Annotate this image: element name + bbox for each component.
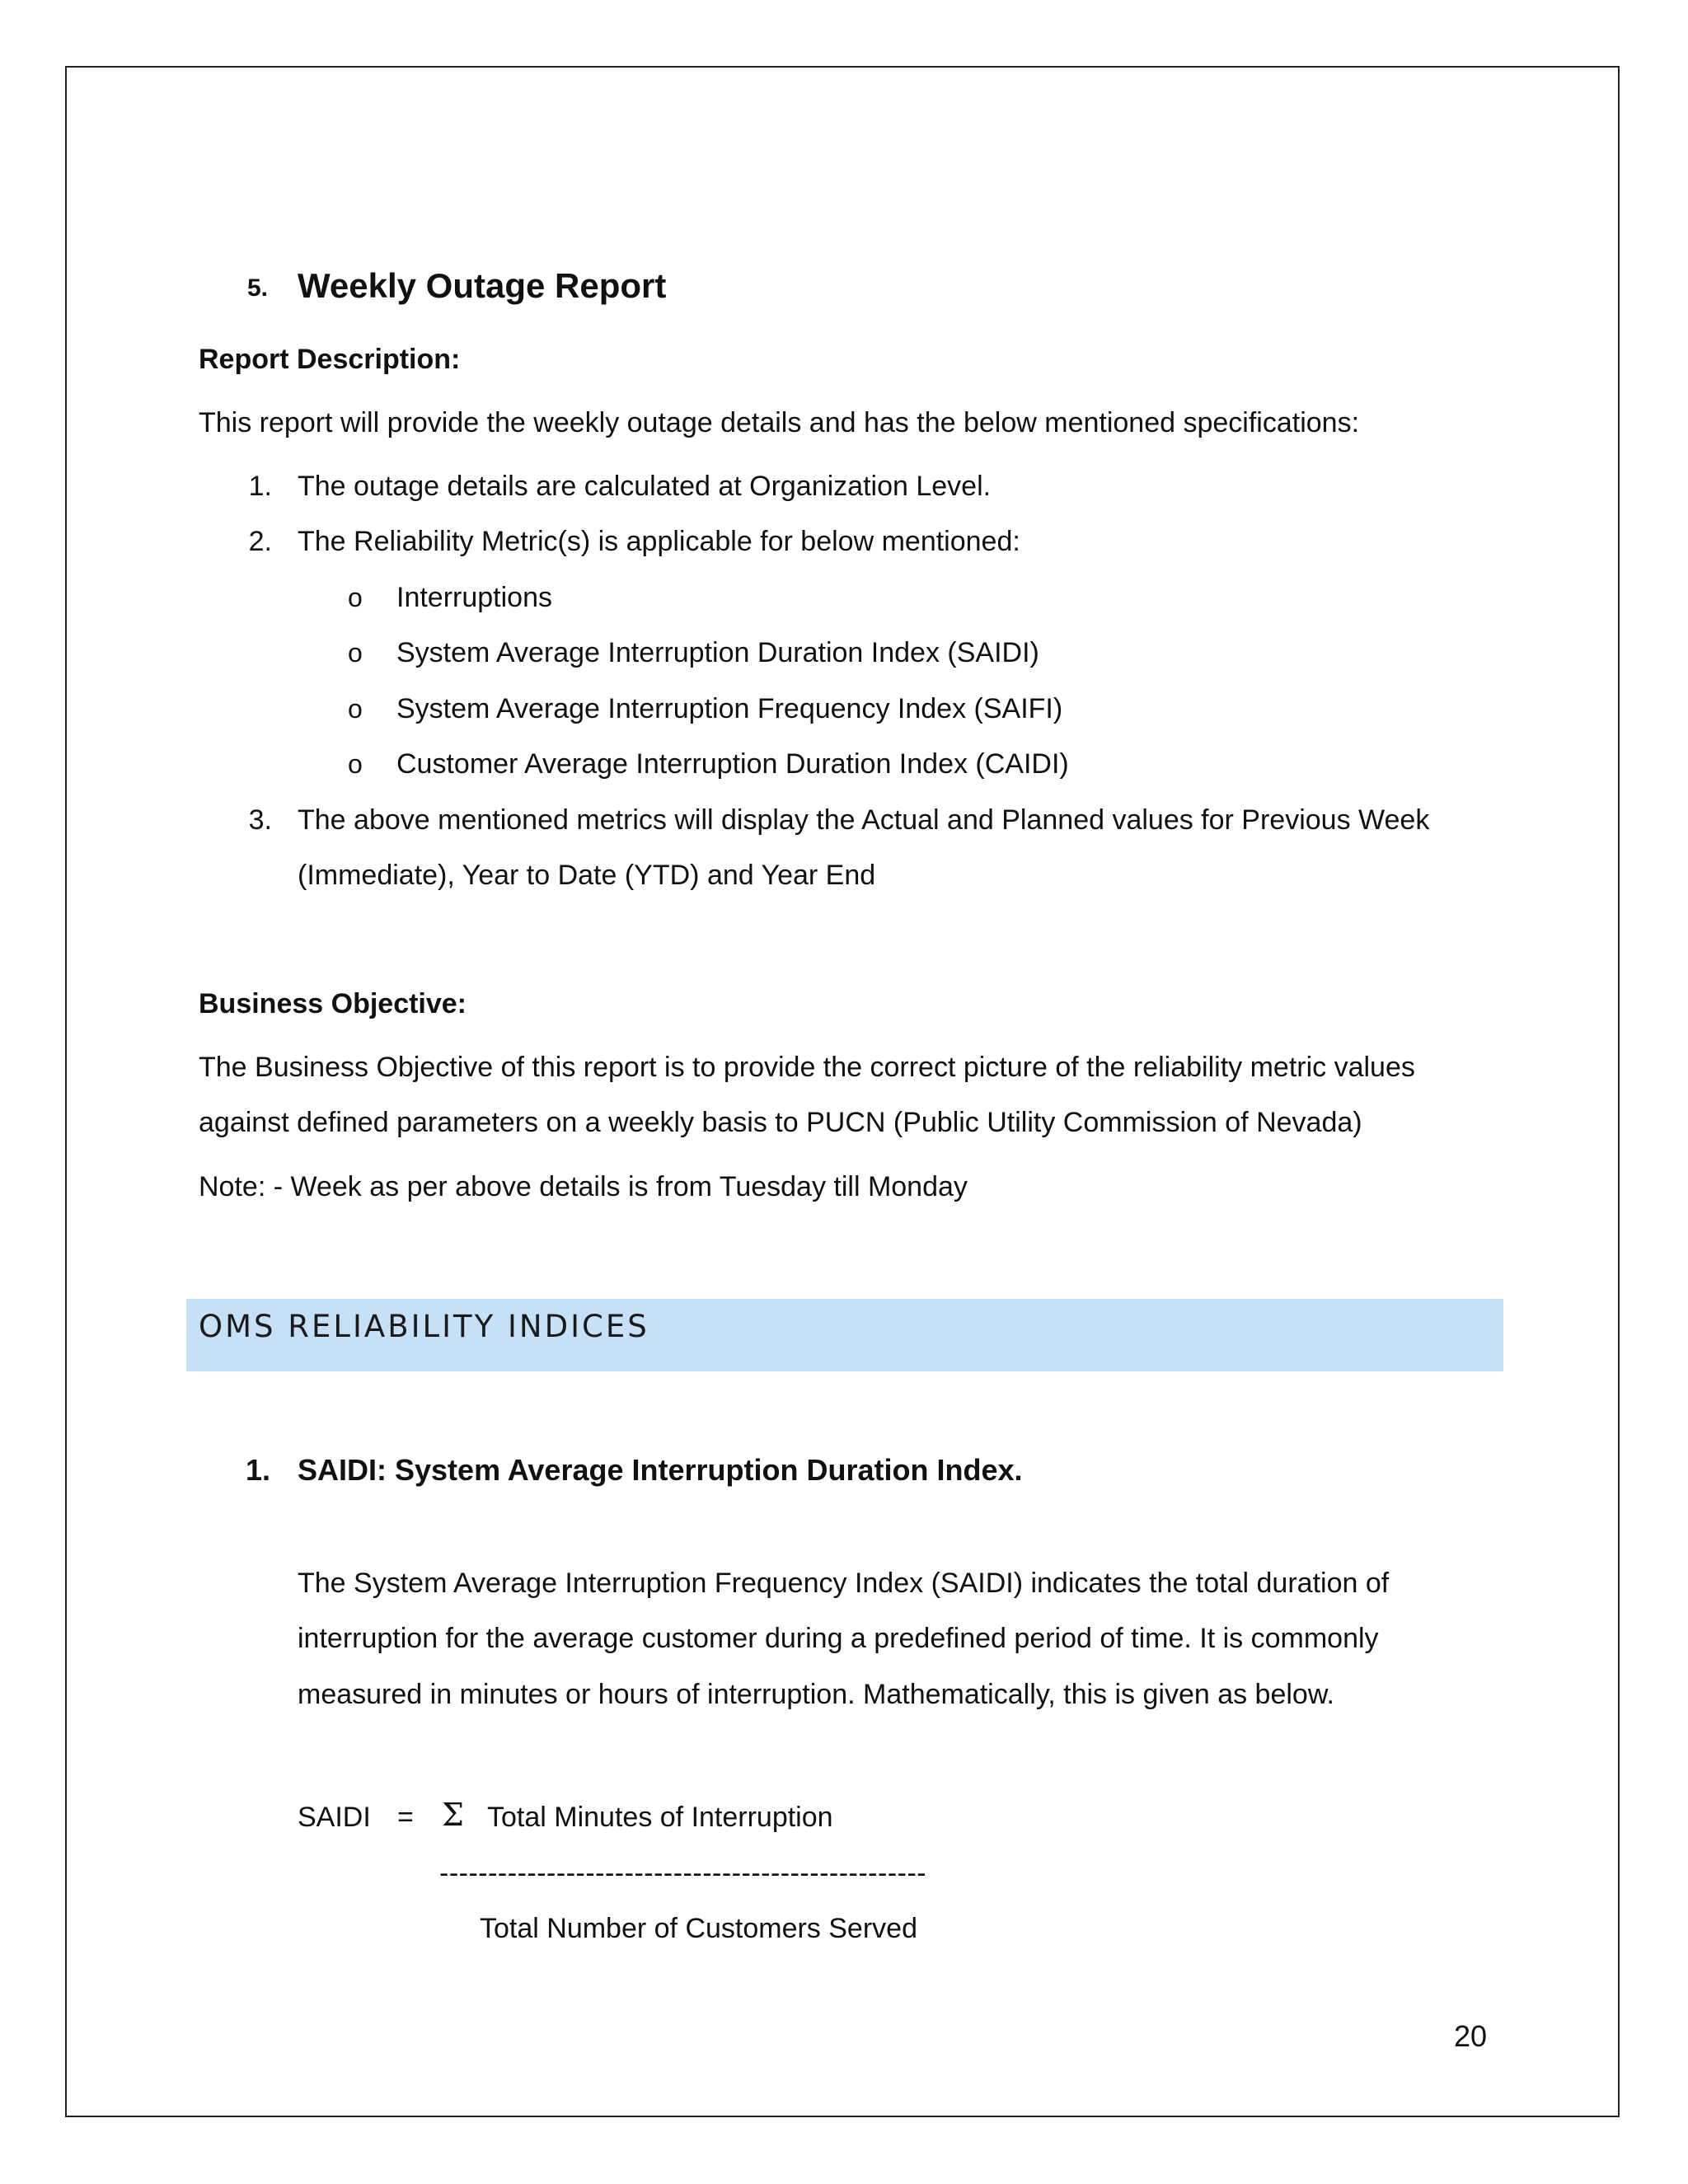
sub-list-item: Interruptions [396, 582, 552, 613]
report-description-intro: This report will provide the weekly outage details and has the below mentioned specifications: [199, 407, 1360, 438]
formula-numerator: Total Minutes of Interruption [487, 1802, 833, 1833]
saidi-paragraph: The System Average Interruption Frequency Index (SAIDI) indicates the total duration of [298, 1568, 1390, 1599]
list-item: The outage details are calculated at Organization Level. [298, 471, 992, 502]
list-item: The Reliability Metric(s) is applicable for below mentioned: [298, 526, 1020, 557]
report-description-heading: Report Description: [199, 344, 461, 375]
saidi-paragraph: measured in minutes or hours of interruption. Mathematically, this is given as below. [298, 1679, 1334, 1710]
sub-list-item: System Average Interruption Duration Index (SAIDI) [396, 637, 1039, 668]
note-text: Note: - Week as per above details is from Tuesday till Monday [199, 1171, 968, 1202]
subsection-number: 1. [246, 1453, 271, 1487]
business-objective-text: The Business Objective of this report is to provide the correct picture of the reliability metric values [199, 1052, 1415, 1083]
list-number: 3. [248, 804, 272, 836]
bullet-icon: o [348, 583, 363, 612]
formula-lhs: SAIDI [298, 1802, 371, 1833]
section-band-title: OMS RELIABILITY INDICES [199, 1309, 649, 1344]
formula-denominator: Total Number of Customers Served [480, 1913, 917, 1944]
formula-equals: = [397, 1802, 414, 1833]
business-objective-text: against defined parameters on a weekly basis to PUCN (Public Utility Commission of Nevada) [199, 1107, 1362, 1138]
list-item-continuation: (Immediate), Year to Date (YTD) and Year End [298, 860, 876, 891]
subsection-title: SAIDI: System Average Interruption Duration Index. [298, 1453, 1023, 1487]
section-number: 5. [247, 274, 269, 302]
sub-list-item: System Average Interruption Frequency Index (SAIFI) [396, 693, 1063, 724]
list-item: The above mentioned metrics will display the Actual and Planned values for Previous Week [298, 804, 1430, 836]
page-number: 20 [1454, 2019, 1488, 2053]
bullet-icon: o [348, 749, 363, 779]
sub-list-item: Customer Average Interruption Duration Index (CAIDI) [396, 748, 1069, 780]
section-title: Weekly Outage Report [298, 266, 667, 305]
formula-divider: -------------------------------------------------- [439, 1858, 927, 1889]
saidi-paragraph: interruption for the average customer during a predefined period of time. It is commonly [298, 1623, 1379, 1654]
sigma-icon: Σ [442, 1797, 464, 1833]
business-objective-heading: Business Objective: [199, 988, 467, 1019]
list-number: 1. [248, 471, 272, 502]
list-number: 2. [248, 526, 272, 557]
bullet-icon: o [348, 638, 363, 668]
bullet-icon: o [348, 694, 363, 724]
